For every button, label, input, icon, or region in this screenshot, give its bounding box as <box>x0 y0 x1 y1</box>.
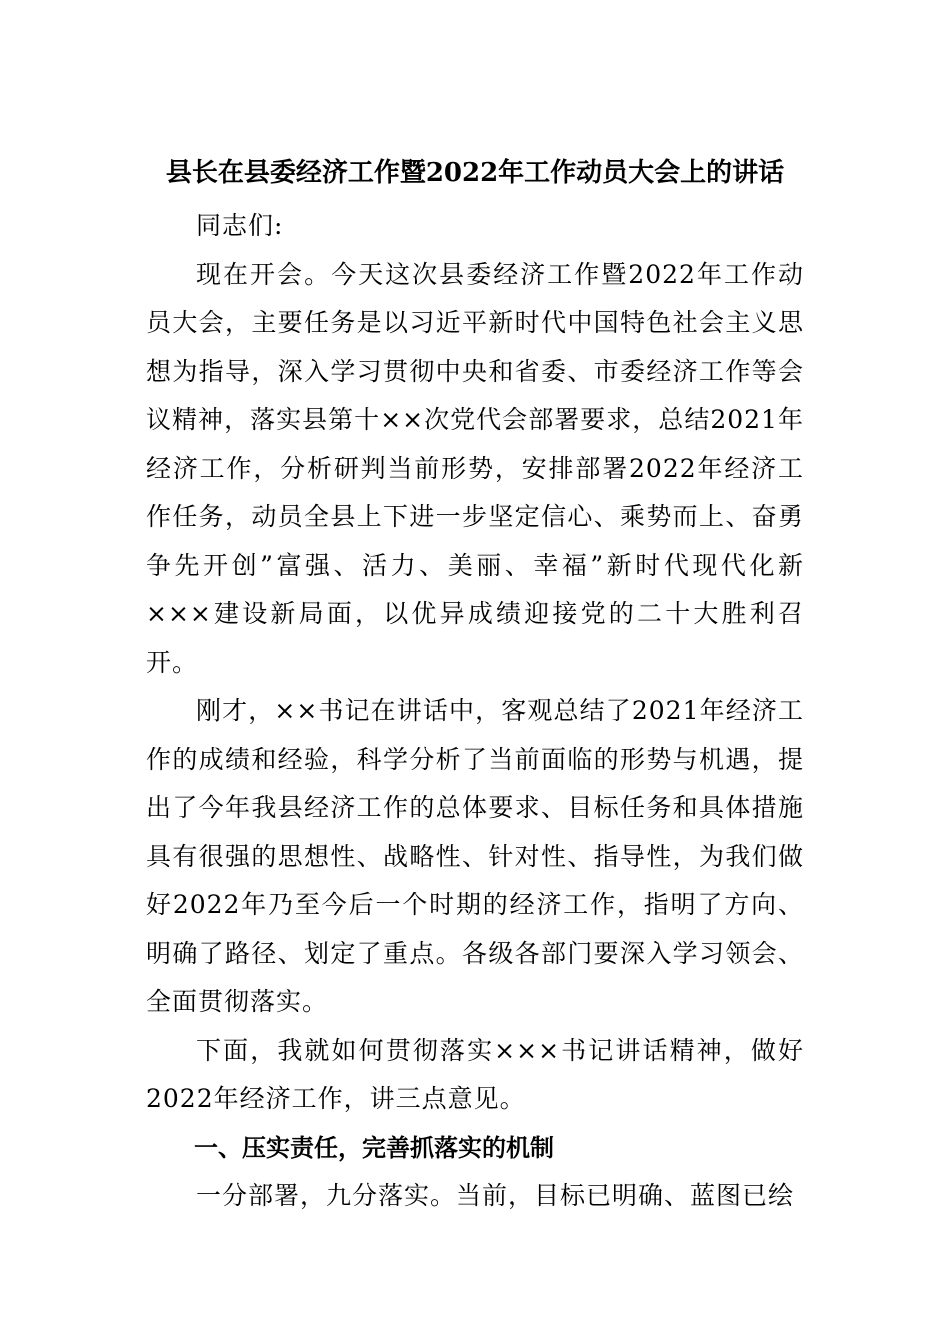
document-body <box>146 202 804 1221</box>
paragraph-review: 刚才，××书记在讲话中，客观总结了2021年经济工作的成绩和经验，科学分析了当前面临的形势与机遇，提出了今年我县经济工作的总体要求、目标任务和具体措施具有很强的思想性、战略性、针对性、指导性，为我们做好2022年乃至今后一个时期的经济工作，指明了方向、明确了路径、划定了重点。各级各部门要深入学习领会、全面贯彻落实。 <box>146 696 804 1016</box>
section-heading: 一、压实责任，完善抓落实的机制 <box>194 1133 554 1162</box>
paragraph-section-start: 一分部署，九分落实。当前，目标已明确、蓝图已绘 <box>196 1181 795 1210</box>
salutation: 同志们: <box>196 211 284 240</box>
paragraph-opening: 现在开会。今天这次县委经济工作暨2022年工作动员大会，主要任务是以习近平新时代中国特色社会主义思想为指导，深入学习贯彻中央和省委、市委经济工作等会议精神，落实县第十××次党代会部署要求，总结2021年经济工作，分析研判当前形势，安排部署2022年经济工作任务，动员全县上下进一步坚定信心、乘势而上、奋勇争先开创”富强、活力、美丽、幸福”新时代现代化新×××建设新局面，以优异成绩迎接党的二十大胜利召开。 <box>146 259 804 677</box>
document-title: 县长在县委经济工作暨2022年工作动员大会上的讲话 <box>165 158 785 188</box>
paragraph-outline: 下面，我就如何贯彻落实×××书记讲话精神，做好2022年经济工作，讲三点意见。 <box>146 1035 804 1113</box>
